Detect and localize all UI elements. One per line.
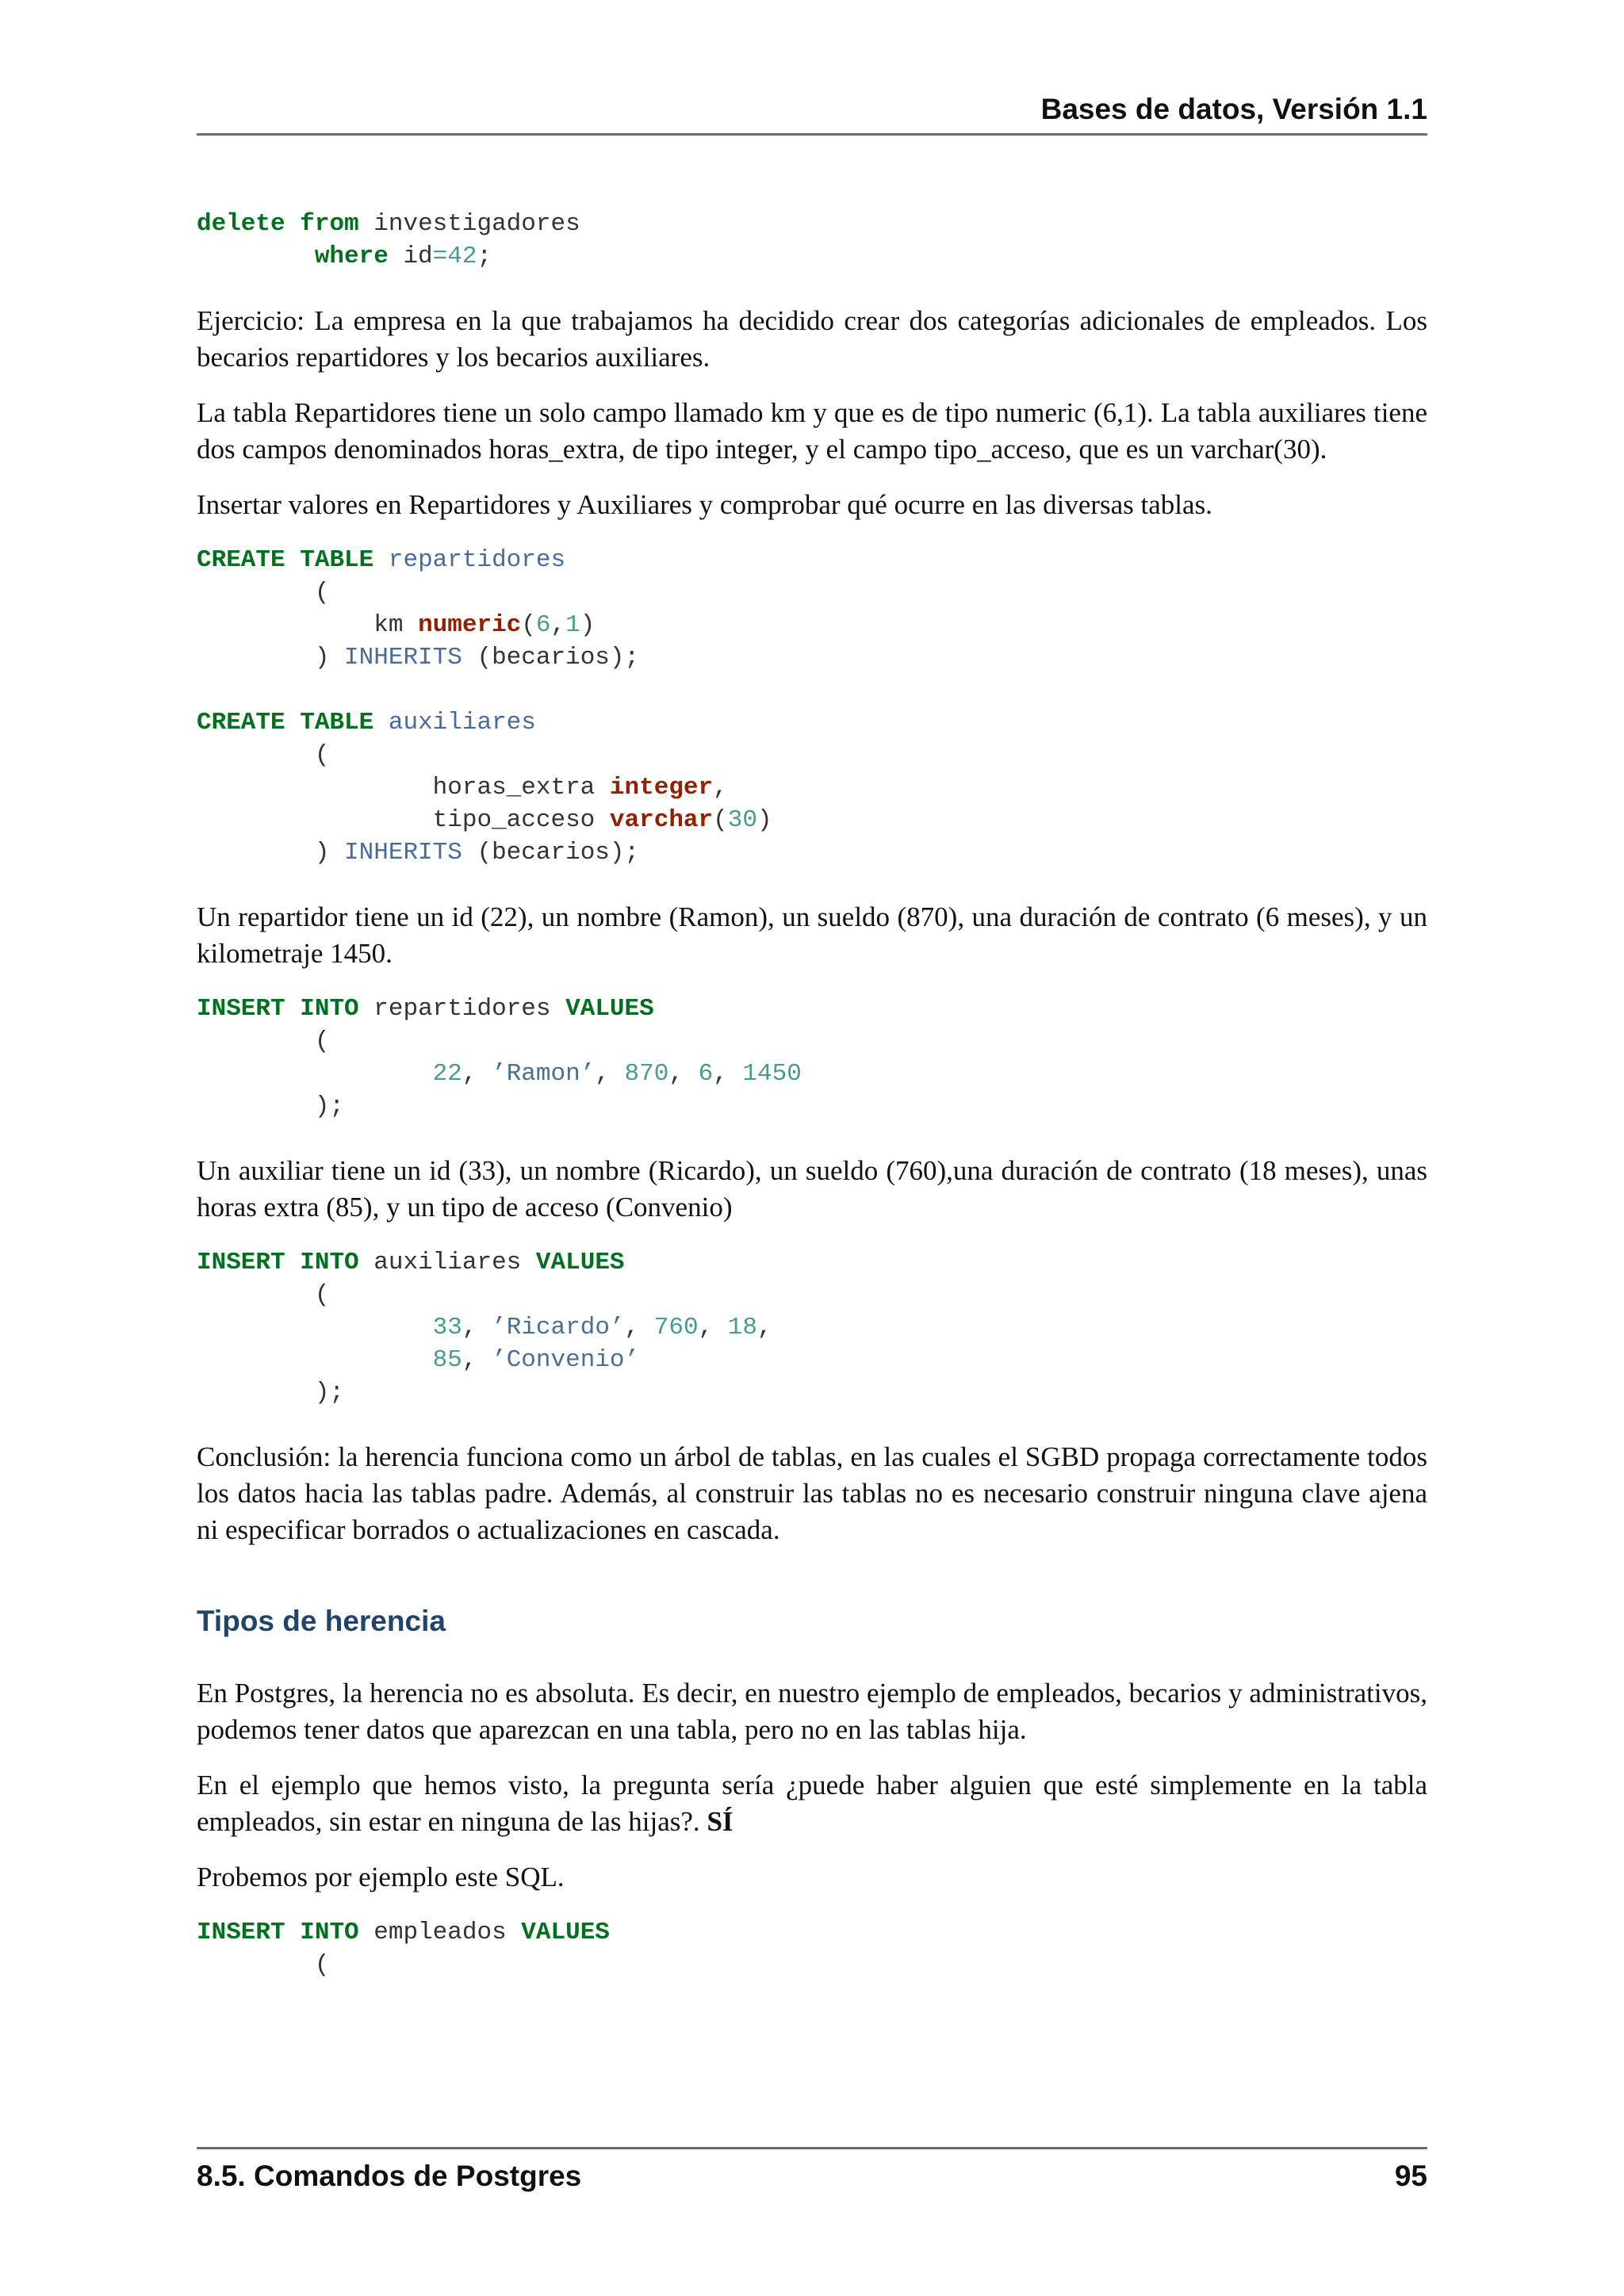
paragraph-repartidor: Un repartidor tiene un id (22), un nombre (Ramon), un sueldo (870), una duración de contrato (6 meses), y un kilometraje 1450. <box>197 901 1427 969</box>
code-string: ’Convenio’ <box>492 1346 640 1374</box>
code-keyword: where <box>314 243 389 270</box>
code-text: , <box>757 1314 772 1341</box>
code-text: repartidores <box>358 995 566 1023</box>
paragraph-question <box>197 1767 1427 1840</box>
code-keyword: INTO <box>300 995 359 1023</box>
code-text: ) <box>314 644 330 672</box>
code-text: , <box>624 1314 654 1341</box>
code-text: , <box>462 1346 492 1374</box>
code-text: ; <box>477 243 492 270</box>
code-text: ( <box>314 579 330 607</box>
paragraph-auxiliar: Un auxiliar tiene un id (33), un nombre (Ricardo), un sueldo (760),una duración de contrato (18 meses), unas horas extra (85), y un tipo de acceso (Convenio) <box>197 1155 1427 1223</box>
code-text: , <box>668 1060 699 1088</box>
code-string: ’Ricardo’ <box>492 1314 625 1341</box>
code-text: , <box>462 1314 492 1341</box>
code-text: ) <box>314 839 330 867</box>
code-text: ); <box>314 1093 345 1120</box>
code-keyword: INTO <box>300 1919 359 1946</box>
code-text: , <box>462 1060 492 1088</box>
paragraph-conclusion: Conclusión: la herencia funciona como un árbol de tablas, en las cuales el SGBD propaga correctamente todos los datos hacia las tablas padre. Además, al construir las tablas no es necesario construir ninguna clave ajena ni especificar borrados o actualizaciones en cascada. <box>197 1441 1427 1545</box>
code-number: 33 <box>432 1314 462 1341</box>
code-text: ( <box>521 611 536 639</box>
code-string: ’Ramon’ <box>492 1060 596 1088</box>
page-content <box>197 208 1427 1981</box>
code-keyword: delete <box>197 210 285 238</box>
code-table-name: auxiliares <box>388 709 536 737</box>
code-text: ); <box>314 1379 345 1406</box>
code-number: 42 <box>447 243 477 270</box>
code-type: numeric <box>418 611 522 639</box>
code-block-delete <box>197 208 1427 273</box>
code-number: 1 <box>565 611 580 639</box>
question-text: En el ejemplo que hemos visto, la pregunta sería ¿puede haber alguien que esté simplemente en la tabla empleados, sin estar en ninguna de las hijas?. <box>197 1770 1427 1837</box>
paragraph-insert-instructions: Insertar valores en Repartidores y Auxiliares y comprobar qué ocurre en las diversas tablas. <box>197 489 1212 520</box>
code-keyword: CREATE <box>197 546 285 574</box>
code-keyword: INSERT <box>197 1919 285 1946</box>
code-text: , <box>713 1060 743 1088</box>
code-text: id <box>388 243 433 270</box>
paragraph-try-sql: Probemos por ejemplo este SQL. <box>197 1862 565 1892</box>
code-column: horas_extra <box>432 774 610 802</box>
code-keyword: VALUES <box>521 1919 610 1946</box>
code-number: 18 <box>727 1314 757 1341</box>
code-text: empleados <box>358 1919 522 1946</box>
code-block-insert-auxiliares <box>197 1246 1427 1409</box>
header-title: Bases de datos, Versión 1.1 <box>1040 93 1427 125</box>
code-type: integer <box>609 774 714 802</box>
code-number: 6 <box>698 1060 714 1088</box>
section-heading: Tipos de herencia <box>197 1605 446 1637</box>
code-keyword: VALUES <box>535 1249 625 1276</box>
paragraph-exercise: Ejercicio: La empresa en la que trabajamos ha decidido crear dos categorías adicionales de empleados. Los becarios repartidores y los becarios auxiliares. <box>197 305 1427 373</box>
code-text: (becarios); <box>462 644 640 672</box>
code-keyword: TABLE <box>300 546 374 574</box>
code-text: , <box>698 1314 728 1341</box>
code-text: investigadores <box>358 210 580 238</box>
footer-section-title: 8.5. Comandos de Postgres <box>197 2160 582 2192</box>
code-keyword: from <box>300 210 359 238</box>
code-keyword: INTO <box>300 1249 359 1276</box>
page-footer <box>197 2147 1427 2197</box>
code-text: ( <box>713 806 728 834</box>
code-block-create-repartidores <box>197 544 1427 869</box>
code-number: 30 <box>727 806 757 834</box>
code-keyword: INHERITS <box>344 644 462 672</box>
code-keyword: CREATE <box>197 709 285 737</box>
page-header <box>197 92 1427 136</box>
code-number: 85 <box>432 1346 462 1374</box>
paragraph-tables: La tabla Repartidores tiene un solo campo llamado km y que es de tipo numeric (6,1). La tabla auxiliares tiene dos campos denominados horas_extra, de tipo integer, y el campo tipo_acceso, que es un varchar(30). <box>197 397 1427 465</box>
code-text: (becarios); <box>462 839 640 867</box>
code-table-name: repartidores <box>388 546 566 574</box>
code-text: ) <box>580 611 596 639</box>
code-column: tipo_acceso <box>432 806 610 834</box>
page-number: 95 <box>1394 2160 1427 2192</box>
code-text: , <box>550 611 566 639</box>
code-text: ( <box>314 741 330 769</box>
code-keyword: VALUES <box>565 995 654 1023</box>
paragraph-herencia: En Postgres, la herencia no es absoluta. Es decir, en nuestro ejemplo de empleados, becarios y administrativos, podemos tener datos que aparezcan en una tabla, pero no en las tablas hija. <box>197 1678 1427 1745</box>
code-text: , <box>713 774 728 802</box>
code-number: 1450 <box>742 1060 802 1088</box>
code-text: auxiliares <box>358 1249 536 1276</box>
code-text: ( <box>314 1027 330 1055</box>
answer-bold: SÍ <box>707 1806 733 1837</box>
code-keyword: INSERT <box>197 995 285 1023</box>
code-text: ( <box>314 1951 330 1979</box>
code-number: 6 <box>535 611 551 639</box>
code-keyword: INHERITS <box>344 839 462 867</box>
code-block-insert-repartidores <box>197 993 1427 1123</box>
code-text: , <box>595 1060 625 1088</box>
code-block-insert-empleados <box>197 1916 1427 1981</box>
code-operator: = <box>432 243 448 270</box>
code-type: varchar <box>609 806 714 834</box>
code-keyword: TABLE <box>300 709 374 737</box>
code-text: ( <box>314 1281 330 1309</box>
code-column: km <box>373 611 419 639</box>
code-keyword: INSERT <box>197 1249 285 1276</box>
code-number: 760 <box>653 1314 699 1341</box>
code-text: ) <box>756 806 772 834</box>
code-number: 870 <box>624 1060 669 1088</box>
code-number: 22 <box>432 1060 462 1088</box>
